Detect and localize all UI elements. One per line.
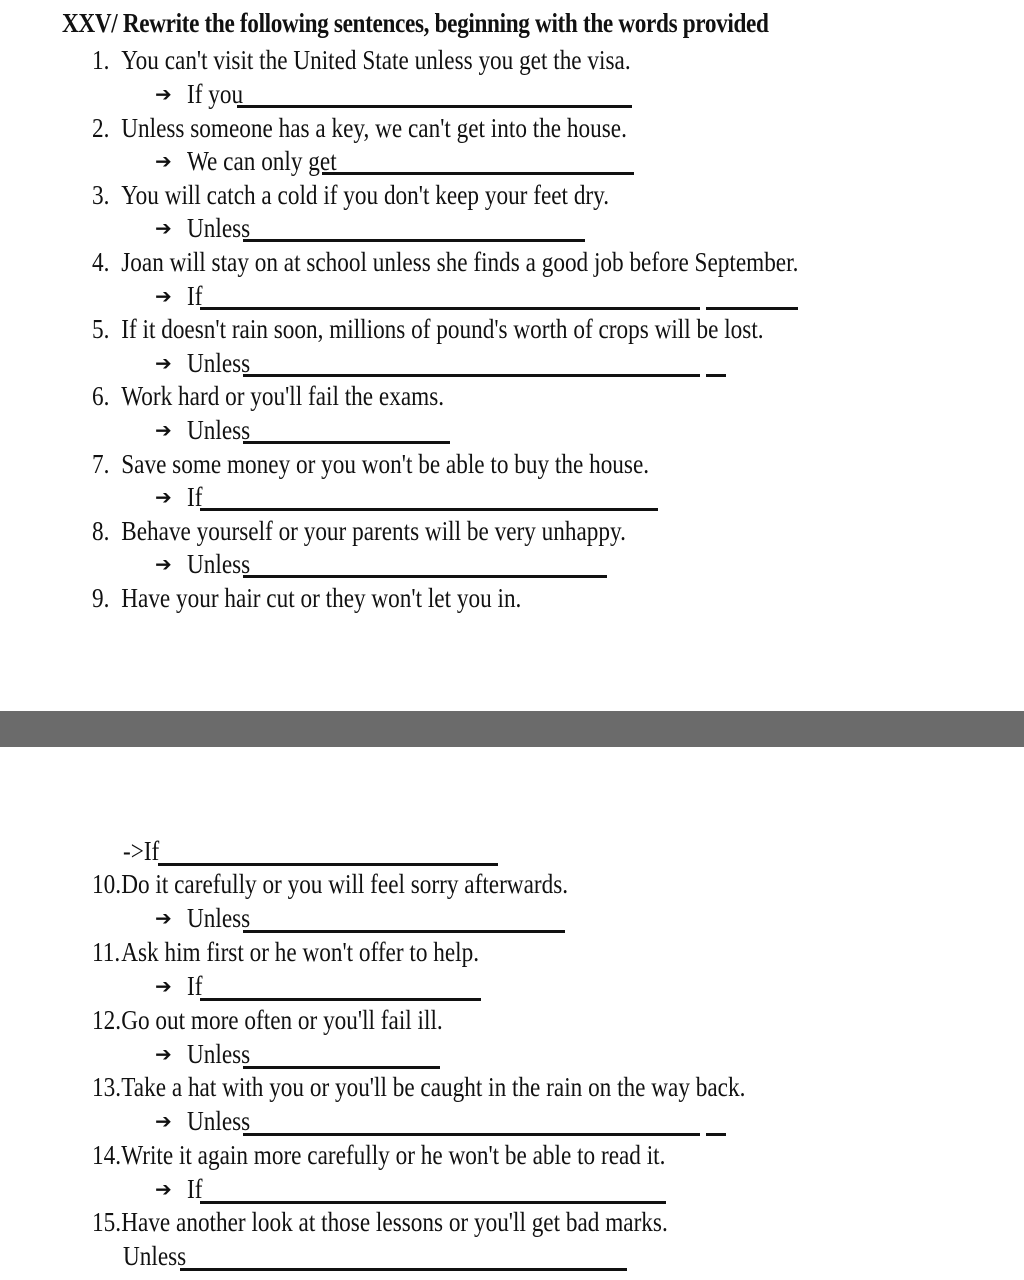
exercise-item <box>92 314 764 345</box>
item-number: 13. <box>92 1072 122 1102</box>
item-sentence: Behave yourself or your parents will be very unhappy. <box>121 516 626 546</box>
answer-lead: If you <box>187 79 244 109</box>
answer-blank[interactable] <box>180 1268 627 1271</box>
item-number: 15. <box>92 1207 122 1237</box>
answer-blank[interactable] <box>200 998 481 1001</box>
item-sentence: Go out more often or you'll fail ill. <box>121 1005 443 1035</box>
right-arrow-icon: ➔ <box>155 554 172 576</box>
exercise-item <box>92 937 479 968</box>
right-arrow-icon: ➔ <box>155 908 172 930</box>
answer-blank-extension[interactable] <box>706 307 798 310</box>
item-sentence: Save some money or you won't be able to buy the house. <box>121 449 650 479</box>
exercise-item <box>92 381 444 412</box>
answer-lead: Unless <box>187 1039 251 1069</box>
item-sentence: Ask him first or he won't offer to help. <box>121 937 480 967</box>
answer-lead: Unless <box>187 348 251 378</box>
answer-blank[interactable] <box>243 1066 440 1069</box>
answer-lead: Unless <box>187 213 251 243</box>
item-number: 7. <box>92 449 110 479</box>
answer-lead: Unless <box>187 1106 251 1136</box>
exercise-item <box>92 180 609 211</box>
item-sentence: Unless someone has a key, we can't get into the house. <box>121 113 627 143</box>
answer-lead: Unless <box>187 903 251 933</box>
answer-lead: Unless <box>123 1241 187 1271</box>
right-arrow-icon: ➔ <box>155 1179 172 1201</box>
item-sentence: Have another look at those lessons or you'll get bad marks. <box>121 1207 668 1237</box>
answer-blank-extension[interactable] <box>706 1133 726 1136</box>
answer-blank[interactable] <box>243 239 585 242</box>
item-number: 2. <box>92 113 110 143</box>
right-arrow-icon: ➔ <box>155 487 172 509</box>
item-sentence: Take a hat with you or you'll be caught in the rain on the way back. <box>121 1072 746 1102</box>
answer-line <box>155 971 205 1002</box>
answer-blank[interactable] <box>243 575 607 578</box>
item-sentence: Do it carefully or you will feel sorry afterwards. <box>121 869 569 899</box>
exercise-item <box>92 1005 443 1036</box>
worksheet-title: XXV/ Rewrite the following sentences, beginning with the words provided <box>62 8 769 38</box>
item-sentence: If it doesn't rain soon, millions of pound's worth of crops will be lost. <box>121 314 764 344</box>
exercise-item <box>92 45 631 76</box>
answer-lead: If <box>187 971 203 1001</box>
answer-blank-extension[interactable] <box>706 374 726 377</box>
exercise-item <box>92 449 649 480</box>
answer-blank[interactable] <box>200 307 700 310</box>
answer-blank[interactable] <box>158 863 498 866</box>
answer-lead: If <box>187 281 203 311</box>
item-sentence: Write it again more carefully or he won't be able to read it. <box>121 1140 666 1170</box>
exercise-item <box>92 583 521 614</box>
item-number: 10. <box>92 869 122 899</box>
answer-blank[interactable] <box>237 105 632 108</box>
item-sentence: You can't visit the United State unless you get the visa. <box>121 45 631 75</box>
right-arrow-icon: ➔ <box>155 286 172 308</box>
right-arrow-icon: ➔ <box>155 420 172 442</box>
right-arrow-icon: ➔ <box>155 218 172 240</box>
answer-blank[interactable] <box>243 374 700 377</box>
item-sentence: Work hard or you'll fail the exams. <box>121 381 445 411</box>
right-arrow-icon: ➔ <box>155 976 172 998</box>
answer-blank[interactable] <box>322 172 634 175</box>
exercise-item <box>92 516 626 547</box>
answer-blank[interactable] <box>200 1201 666 1204</box>
right-arrow-icon: ➔ <box>155 151 172 173</box>
item-number: 12. <box>92 1005 122 1035</box>
page-break-divider <box>0 711 1024 747</box>
answer-lead: Unless <box>187 549 251 579</box>
answer-lead: If <box>187 482 203 512</box>
right-arrow-icon: ➔ <box>155 353 172 375</box>
item-number: 4. <box>92 247 110 277</box>
right-arrow-icon: ➔ <box>155 1044 172 1066</box>
answer-blank[interactable] <box>243 930 565 933</box>
answer-lead: Unless <box>187 415 251 445</box>
answer-line <box>155 1174 205 1205</box>
item-number: 5. <box>92 314 110 344</box>
item-number: 9. <box>92 583 110 613</box>
exercise-item <box>92 1140 665 1171</box>
answer-blank[interactable] <box>243 441 450 444</box>
answer-line <box>155 281 205 312</box>
item-number: 6. <box>92 381 110 411</box>
exercise-item <box>92 1072 745 1103</box>
answer-blank[interactable] <box>200 508 658 511</box>
exercise-item <box>92 113 627 144</box>
answer-lead: We can only get <box>187 146 337 176</box>
exercise-item <box>92 247 798 278</box>
exercise-item <box>92 869 568 900</box>
item-number: 11. <box>92 937 121 967</box>
item-number: 14. <box>92 1140 122 1170</box>
item-number: 3. <box>92 180 110 210</box>
item-sentence: Joan will stay on at school unless she finds a good job before September. <box>121 247 799 277</box>
answer-lead: If <box>187 1174 203 1204</box>
item-sentence: You will catch a cold if you don't keep your feet dry. <box>121 180 610 210</box>
answer-lead: ->If <box>123 836 160 866</box>
item-number: 8. <box>92 516 110 546</box>
answer-line <box>155 482 205 513</box>
exercise-item <box>92 1207 668 1238</box>
item-number: 1. <box>92 45 110 75</box>
item-sentence: Have your hair cut or they won't let you in. <box>121 583 522 613</box>
right-arrow-icon: ➔ <box>155 1111 172 1133</box>
answer-blank[interactable] <box>243 1133 700 1136</box>
right-arrow-icon: ➔ <box>155 84 172 106</box>
